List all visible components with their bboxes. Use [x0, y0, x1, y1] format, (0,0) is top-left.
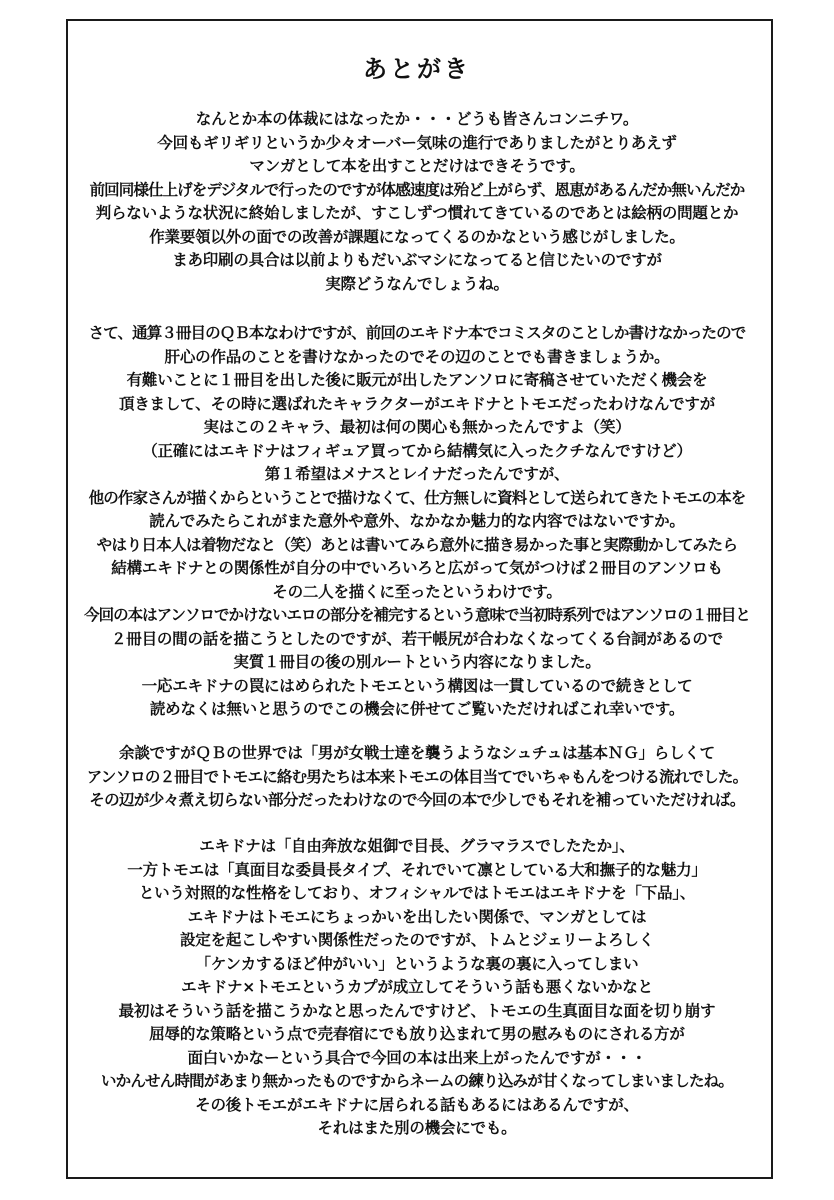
- text-line: 今回の本はアンソロでかけないエロの部分を補完するという意味で当初時系列ではアンソロの１冊目と: [84, 606, 750, 624]
- text-line: 判らないような状況に終始しましたが、すこしずつ慣れてきているのであとは絵柄の問題とか: [95, 204, 739, 222]
- text-line: その後トモエがエキドナに居られる話もあるにはあるんですが、: [195, 1095, 639, 1114]
- text-line: まあ印刷の具合は以前よりもだいぶマシになってると信じたいのですが: [172, 251, 662, 269]
- text-line: 読んでみたらこれがまた意外や意外、なかなか魅力的な内容ではないですか。: [149, 512, 685, 530]
- text-line: なんとか本の体裁にはなったか・・・どうも皆さんコンニチワ。: [195, 110, 639, 128]
- paragraph-2: [80, 322, 754, 722]
- page-title: あとがき: [363, 55, 471, 83]
- text-line: 前回同様仕上げをデジタルで行ったのですが体感速度は殆ど上がらず、恩恵があるんだか無いんだか: [89, 180, 745, 199]
- text-line: 作業要領以外の面での改善が課題になってくるのかなという感じがしました。: [149, 227, 685, 246]
- text-line: 面白いかなーという具合で今回の本は出来上がったんですが・・・: [187, 1048, 647, 1067]
- text-line: という対照的な性格をしており、オフィシャルではトモエはエキドナを「下品」、: [138, 884, 696, 902]
- text-line: （正確にはエキドナはフィギュア買ってから結構気に入ったクチなんですけど）: [142, 441, 692, 460]
- text-line: やはり日本人は着物だなと（笑）あとは書いてみら意外に描き易かった事と実際動かしてみたら: [96, 535, 738, 554]
- text-line: アンソロの２冊目でトモエに絡む男たちは本来トモエの体目当てでいちゃもんをつける流れでした。: [86, 767, 748, 786]
- text-line: エキドナは「自由奔放な姐御で目長、グラマラスでしたたか」、: [199, 837, 635, 855]
- paragraph-4: [80, 835, 754, 1141]
- paragraph-3: [80, 742, 754, 813]
- text-line: 余談ですがＱＢの世界では「男が女戦士達を襲うようなシュチュは基本ＮＧ」らしくて: [119, 744, 715, 762]
- text-line: それはまた別の機会にでも。: [317, 1119, 517, 1137]
- text-line: 実質１冊目の後の別ルートという内容になりました。: [233, 653, 601, 671]
- text-line: その二人を描くに至ったというわけです。: [272, 582, 562, 601]
- text-line: エキドナはトモエにちょっかいを出したい関係で、マンガとしては: [187, 907, 647, 926]
- text-line: 結構エキドナとの関係性が自分の中でいろいろと広がって気がつけば２冊目のアンソロも: [111, 559, 723, 577]
- text-line: マンガとして本を出すことだけはできそうです。: [249, 157, 585, 175]
- text-line: 今回もギリギリというか少々オーバー気味の進行でありましたがとりあえず: [157, 133, 677, 152]
- text-line: さて、通算３冊目のＱＢ本なわけですが、前回のエキドナ本でコミスタのことしか書けなかったので: [88, 324, 746, 342]
- text-line: その辺が少々煮え切らない部分だったわけなので今回の本で少しでもそれを補っていただければ。: [89, 791, 745, 809]
- text-line: エキドナ×トモエというカプが成立してそういう話も悪くないかなと: [181, 978, 653, 996]
- text-line: 「ケンカするほど仲がいい」というような裏の裏に入ってしまい: [195, 954, 639, 973]
- text-line: 第１希望はメナスとレイナだったんですが、: [264, 465, 570, 483]
- text-line: ２冊目の間の話を描こうとしたのですが、若干帳尻が合わなくなってくる台詞があるので: [110, 629, 723, 648]
- text-line: 他の作家さんが描くからということで描けなくて、仕方無しに資料として送られてきたトモエの本を: [88, 488, 746, 507]
- paragraph-1: [80, 108, 754, 296]
- text-line: 設定を起こしやすい関係性だったのですが、トムとジェリーよろしく: [180, 931, 654, 949]
- text-line: いかんせん時間があまり無かったものですからネームの練り込みが甘くなってしまいましたね。: [100, 1072, 734, 1090]
- text-line: 読めなくは無いと思うのでこの機会に併せてご覧いただければこれ幸いです。: [149, 700, 685, 718]
- text-line: 一応エキドナの罠にはめられたトモエという構図は一貫しているので続きとして: [141, 676, 693, 695]
- text-line: 最初はそういう話を描こうかなと思ったんですけど、トモエの生真面目な面を切り崩す: [118, 1001, 716, 1020]
- text-line: 頂きまして、その時に選ばれたキャラクターがエキドナとトモエだったわけなんですが: [118, 394, 716, 413]
- text-line: 実はこの２キャラ、最初は何の関心も無かったんですよ（笑）: [203, 418, 631, 436]
- text-line: 屈辱的な策略という点で売春宿にでも放り込まれて男の慰みものにされる方が: [149, 1025, 685, 1043]
- text-line: 実際どうなんでしょうね。: [325, 274, 509, 293]
- text-line: 肝心の作品のことを書けなかったのでその辺のことでも書きましょうか。: [164, 347, 670, 366]
- text-line: 有難いことに１冊目を出した後に販元が出したアンソロに寄稿させていただく機会を: [126, 371, 708, 389]
- text-line: 一方トモエは「真面目な委員長タイプ、それでいて凛としている大和撫子的な魅力」: [127, 860, 707, 879]
